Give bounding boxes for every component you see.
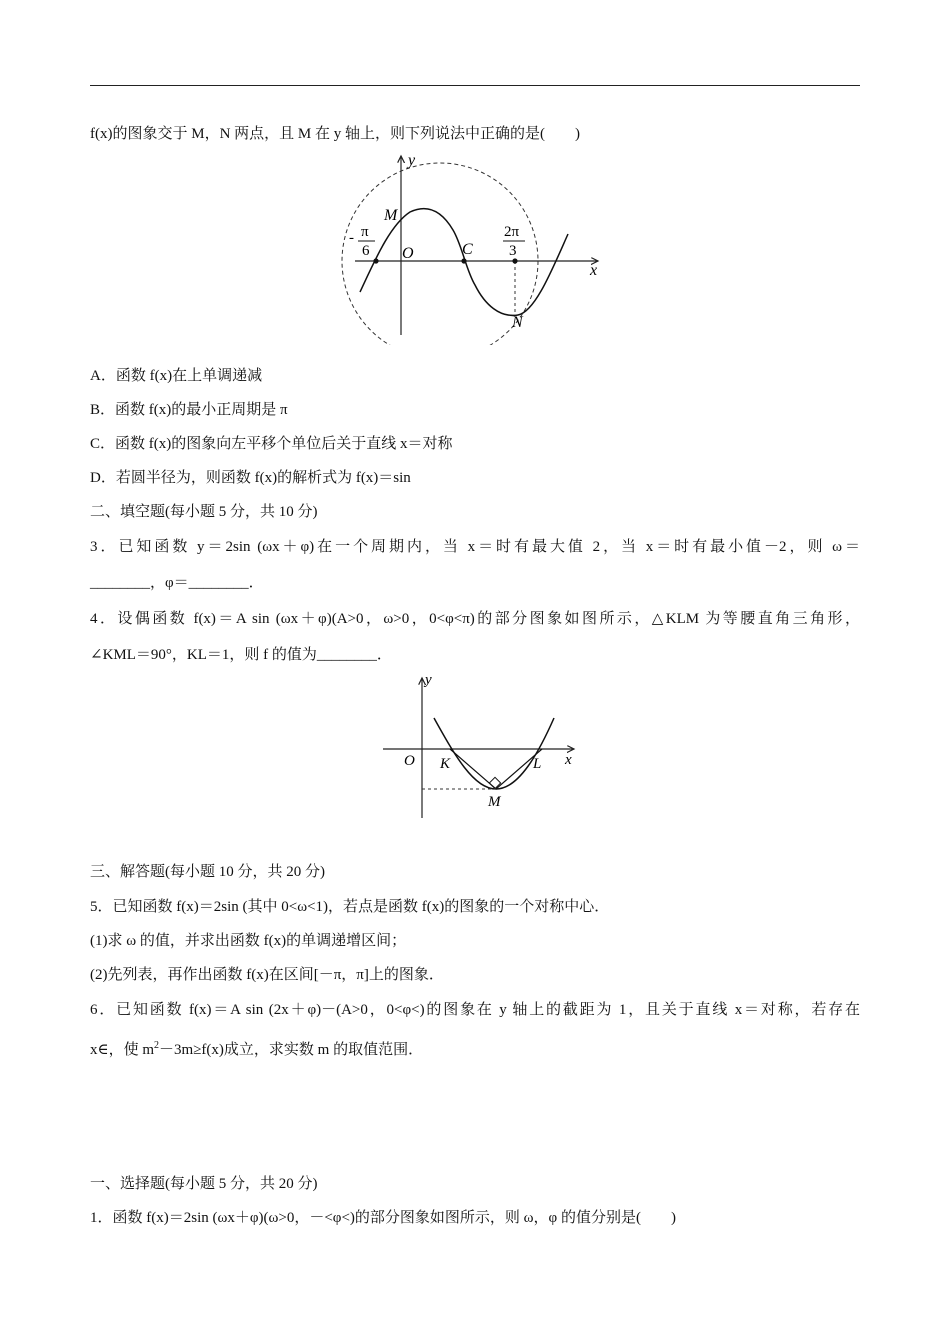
fig1-six: 6 — [362, 243, 370, 259]
fig1-label-n: N — [512, 314, 523, 331]
fig1-three: 3 — [509, 243, 517, 259]
fig2-label-l: L — [533, 756, 542, 772]
figure-sine-circle — [340, 150, 620, 345]
fig2-label-x: x — [565, 752, 572, 768]
fig1-label-y: y — [408, 152, 416, 169]
fig1-label-x: x — [590, 262, 598, 279]
q6-text-a: x∈，使 m — [90, 1042, 155, 1058]
q6-text-b: －3m≥f(x)成立，求实数 m 的取值范围． — [159, 1042, 424, 1058]
option-a: A．函数 f(x)在上单调递减 — [90, 368, 263, 384]
question-4-line-2: ∠KML＝90°，KL＝1，则 f 的值为________． — [90, 647, 392, 663]
fig1-label-c: C — [462, 241, 473, 258]
fig2-label-o: O — [404, 753, 415, 769]
option-d: D．若圆半径为，则函数 f(x)的解析式为 f(x)＝sin — [90, 470, 411, 486]
fig2-label-m: M — [488, 794, 501, 810]
question-3-line-1: 3．已知函数 y＝2sin (ωx＋φ)在一个周期内，当 x＝时有最大值 2，当 x＝时有最小值－2，则 ω＝ — [90, 539, 860, 555]
question-6-line-2 — [90, 1036, 423, 1060]
figure-triangle-klm — [378, 672, 588, 822]
option-b: B．函数 f(x)的最小正周期是 π — [90, 402, 288, 418]
fig1-label-o: O — [402, 245, 414, 262]
question-5-part-1: (1)求 ω 的值，并求出函数 f(x)的单调递增区间； — [90, 933, 407, 949]
header-rule — [90, 85, 860, 86]
triangle-klm — [450, 749, 542, 789]
fig1-pi: π — [361, 224, 369, 240]
fig2-label-y: y — [425, 672, 432, 688]
question-5-part-2: (2)先列表，再作出函数 f(x)在区间[－π，π]上的图象． — [90, 967, 444, 983]
question-3-line-2: ________，φ＝________． — [90, 575, 264, 591]
fig1-two-pi: 2π — [504, 224, 520, 240]
question-6-line-1: 6．已知函数 f(x)＝A sin (2x＋φ)－(A>0，0<φ<)的图象在 y 轴上的截距为 1，且关于直线 x＝对称，若存在 — [90, 1002, 860, 1018]
question-1: 1．函数 f(x)＝2sin (ωx＋φ)(ω>0，－<φ<)的部分图象如图所示，则 ω，φ 的值分别是( ) — [90, 1210, 676, 1226]
question-5: 5．已知函数 f(x)＝2sin (其中 0<ω<1)，若点是函数 f(x)的图象的一个对称中心． — [90, 899, 610, 915]
section-answer-title: 三、解答题(每小题 10 分，共 20 分) — [90, 864, 325, 880]
question-4-line-1: 4．设偶函数 f(x)＝A sin (ωx＋φ)(A>0，ω>0，0<φ<π)的部分图象如图所示，△KLM 为等腰直角三角形， — [90, 611, 860, 627]
option-c: C．函数 f(x)的图象向左平移个单位后关于直线 x＝对称 — [90, 436, 453, 452]
fig1-neg-sign: - — [349, 230, 354, 246]
fig2-label-k: K — [440, 756, 451, 772]
q6-superscript: 2 — [154, 1040, 160, 1051]
fig1-label-m: M — [384, 207, 398, 224]
section-choice-title: 一、选择题(每小题 5 分，共 20 分) — [90, 1176, 318, 1192]
question-intro: f(x)的图象交于 M，N 两点，且 M 在 y 轴上，则下列说法中正确的是( ) — [90, 126, 580, 142]
section-fill-blank-title: 二、填空题(每小题 5 分，共 10 分) — [90, 504, 318, 520]
